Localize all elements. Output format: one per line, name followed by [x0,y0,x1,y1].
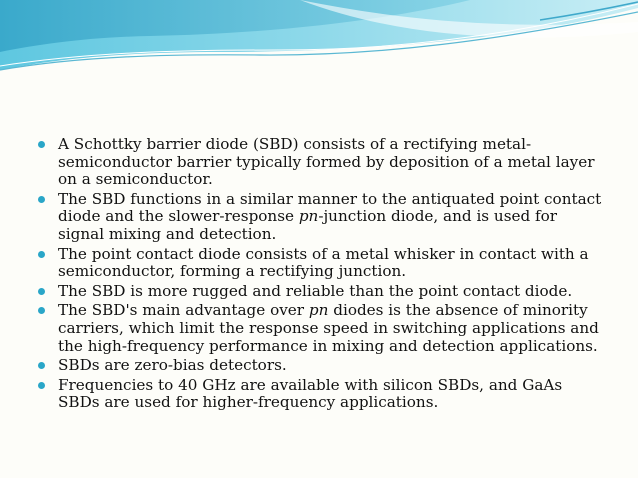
bullet-text: diodes is the absence of minority carriers, which limit the response speed in switching applications and the high-frequency performance in mixing and detection applications. [58,301,599,355]
bullet-text: The SBD's main advantage over [58,301,309,320]
bullet-text: The point contact diode consists of a metal whisker in contact with a semiconductor, forming a rectifying junction. [58,244,589,281]
bullet-item [38,191,604,244]
bullet-item [38,377,604,412]
bullet-dot-icon [38,196,45,203]
bullet-text: SBDs are zero-bias detectors. [58,356,287,375]
bullet-item [38,283,604,301]
bullet-text: The SBD functions in a similar manner to the antiquated point contact diode and the slower-response [58,189,602,226]
bullet-dot-icon [38,307,45,314]
bullet-dot-icon [38,382,45,389]
bullet-dot-icon [38,141,45,148]
bullet-text-italic: pn [308,301,329,320]
bullet-dot-icon [38,288,45,295]
header-wave-decoration [0,0,638,80]
bullet-text: -junction diode, and is used for signal mixing and detection. [58,207,558,243]
bullet-list-container [38,136,604,414]
bullet-item [38,136,604,189]
bullet-text-italic: pn [298,207,319,226]
bullet-item [38,357,604,375]
bullet-dot-icon [38,251,45,258]
bullet-text: The SBD is more rugged and reliable than the point contact diode. [58,281,573,300]
bullet-dot-icon [38,362,45,369]
bullet-item [38,302,604,355]
bullet-text: Frequencies to 40 GHz are available with silicon SBDs, and GaAs SBDs are used for higher-frequency applications. [58,375,563,412]
bullet-list [38,136,604,412]
bullet-item [38,246,604,281]
bullet-text: A Schottky barrier diode (SBD) consists of a rectifying metal-semiconductor barrier typically formed by deposition of a metal layer on a semiconductor. [58,135,595,189]
